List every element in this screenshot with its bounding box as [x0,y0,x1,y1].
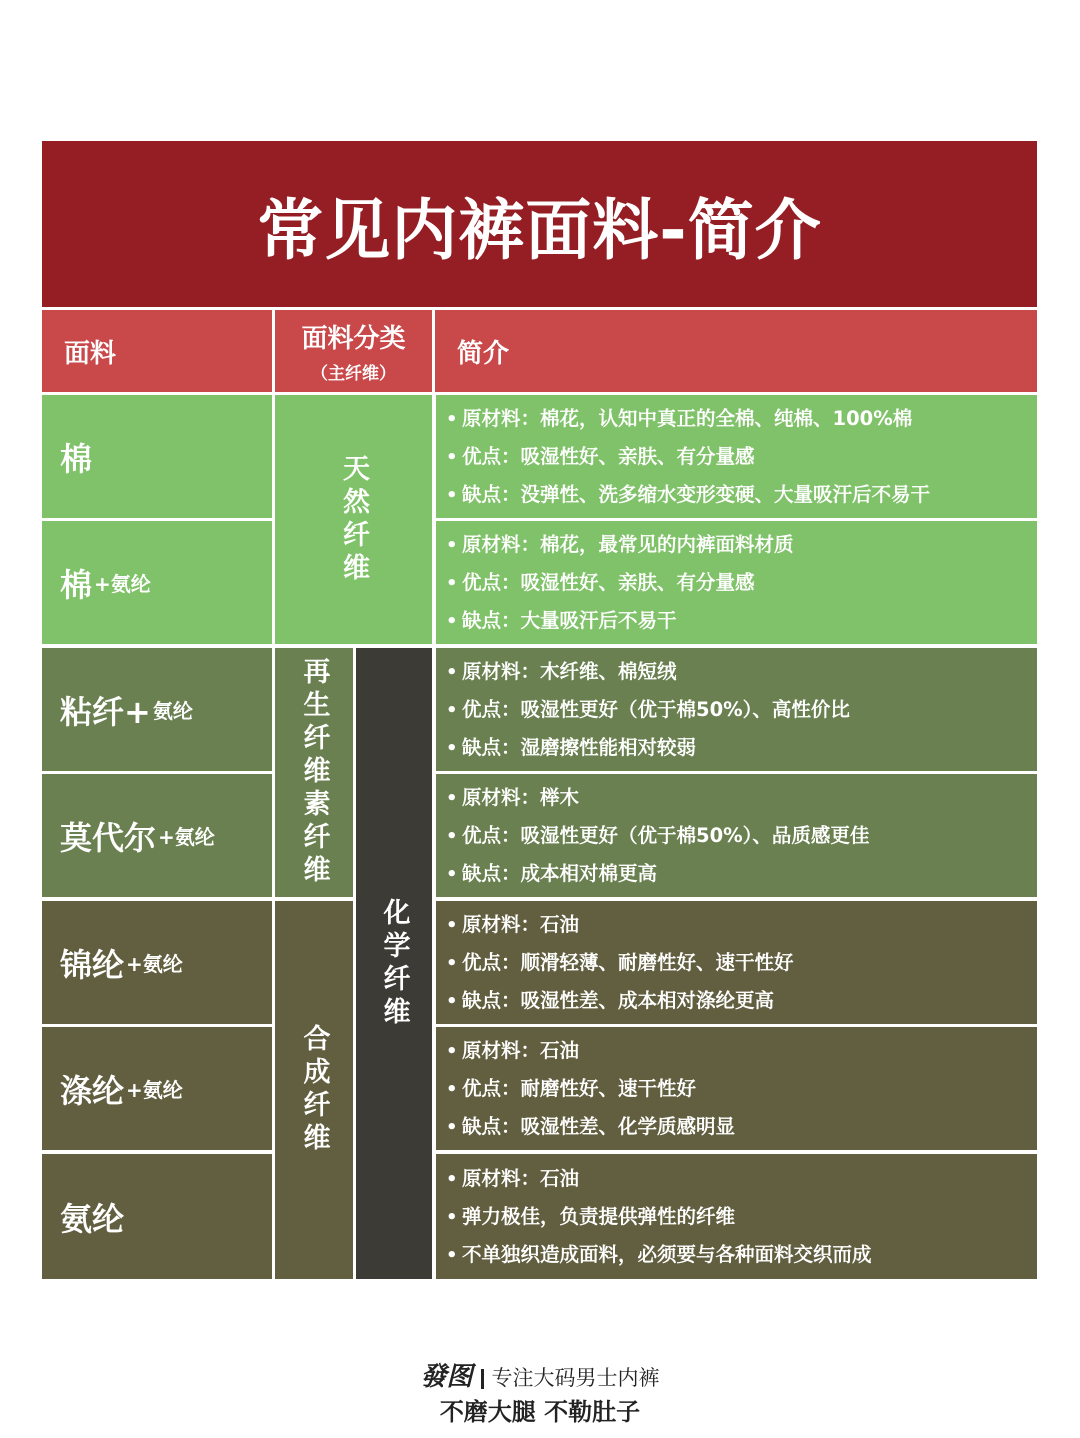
fabric-cell-nylon-spandex [42,901,272,1024]
intro-text: 原材料：木纤维、棉短绒 [462,659,677,683]
page-title: 常见内裤面料-简介 [257,191,822,269]
intro-text: 原材料：石油 [462,1038,580,1062]
intro-line [446,906,1037,944]
category-natural-label: 天然纤维 [338,453,369,586]
intro-text: 缺点：湿磨擦性能相对较弱 [462,735,697,759]
fabric-cell-spandex [42,1154,272,1279]
intro-cell-viscose-spandex [436,648,1037,771]
intro-text: 原材料：棉花，最常见的内裤面料材质 [462,532,794,556]
category-synthetic [275,901,353,1279]
intro-cell-spandex [436,1154,1037,1279]
intro-text: 优点：吸湿性好、亲肤、有分量感 [462,570,755,594]
intro-text: 原材料：石油 [462,912,580,936]
intro-line [446,438,1037,476]
fabric-name: 粘纤+ [60,692,151,731]
bullet-icon: • [446,1078,458,1100]
fabric-suffix: +氨纶 [158,825,215,849]
intro-text: 优点：吸湿性更好（优于棉50%）、品质感更佳 [462,823,870,847]
intro-line [446,564,1037,602]
bullet-icon: • [446,661,458,683]
category-natural [275,395,432,644]
fabric-suffix: +氨纶 [94,572,151,596]
bullet-icon: • [446,1168,458,1190]
footer-brand [0,1356,1080,1393]
intro-line [446,817,1037,855]
header-category-label: 面料分类 [301,324,406,354]
intro-text: 优点：吸湿性好、亲肤、有分量感 [462,444,755,468]
intro-text: 原材料：棉花，认知中真正的全棉、纯棉、100%棉 [462,406,913,430]
fabric-cell-polyester-spandex [42,1027,272,1150]
fabric-name: 棉 [60,439,93,478]
header-fabric-label: 面料 [64,338,117,369]
title-banner [42,141,1037,307]
intro-line [446,476,1037,514]
intro-text: 缺点：吸湿性差、化学质感明显 [462,1114,736,1138]
intro-line [446,653,1037,691]
intro-text: 缺点：大量吸汗后不易干 [462,608,677,632]
intro-line [446,729,1037,767]
intro-line [446,602,1037,640]
intro-line [446,1236,1037,1274]
bullet-icon: • [446,1206,458,1228]
bullet-icon: • [446,825,458,847]
fabric-name: 莫代尔 [60,818,157,857]
intro-line [446,779,1037,817]
footer-slogan: 不磨大腿 不勒肚子 [439,1398,641,1426]
fabric-suffix: +氨纶 [126,952,183,976]
intro-line [446,1198,1037,1236]
intro-text: 不单独织造成面料，必须要与各种面料交织而成 [462,1242,872,1266]
category-chemical [356,648,432,1279]
intro-text: 缺点：吸湿性差、成本相对涤纶更高 [462,988,775,1012]
header-intro [435,310,1037,392]
header-category-sublabel: （主纤维） [311,364,396,384]
bullet-icon: • [446,699,458,721]
bullet-icon: • [446,952,458,974]
bullet-icon: • [446,484,458,506]
category-regenerated-label: 再生纤维素纤维 [298,657,330,888]
intro-text: 优点：吸湿性更好（优于棉50%）、高性价比 [462,697,850,721]
fabric-suffix: 氨纶 [152,699,193,723]
intro-line [446,1070,1037,1108]
intro-text: 优点：耐磨性好、速干性好 [462,1076,697,1100]
header-fabric [42,310,272,392]
intro-cell-cotton-spandex [436,521,1037,644]
bullet-icon: • [446,1116,458,1138]
intro-line [446,1160,1037,1198]
bullet-icon: • [446,534,458,556]
intro-text: 缺点：成本相对棉更高 [462,861,658,885]
fabric-cell-modal-spandex [42,774,272,897]
bullet-icon: • [446,408,458,430]
bullet-icon: • [446,737,458,759]
intro-line [446,1032,1037,1070]
category-chemical-label: 化学纤维 [378,897,410,1030]
intro-line [446,526,1037,564]
intro-cell-cotton [436,395,1037,518]
bullet-icon: • [446,863,458,885]
fabric-cell-cotton-spandex [42,521,272,644]
brand-logo: 發图 [420,1362,473,1392]
bullet-icon: • [446,446,458,468]
header-category [275,310,432,392]
bullet-icon: • [446,787,458,809]
intro-line [446,855,1037,893]
intro-text: 原材料：榉木 [462,785,580,809]
intro-text: 原材料：石油 [462,1166,580,1190]
header-intro-label: 简介 [457,338,510,369]
intro-cell-nylon-spandex [436,901,1037,1024]
intro-text: 优点：顺滑轻薄、耐磨性好、速干性好 [462,950,794,974]
fabric-name: 棉 [60,565,93,604]
intro-line [446,944,1037,982]
intro-cell-polyester-spandex [436,1027,1037,1150]
intro-line [446,982,1037,1020]
category-synthetic-label: 合成纤维 [298,1024,330,1156]
intro-text: 弹力极佳，负责提供弹性的纤维 [462,1204,736,1228]
bullet-icon: • [446,914,458,936]
fabric-name: 涤纶 [60,1071,125,1110]
divider [481,1369,484,1389]
bullet-icon: • [446,1040,458,1062]
bullet-icon: • [446,572,458,594]
bullet-icon: • [446,1244,458,1266]
brand-tagline: 专注大码男士内裤 [491,1366,660,1390]
bullet-icon: • [446,610,458,632]
intro-cell-modal-spandex [436,774,1037,897]
fabric-cell-cotton [42,395,272,518]
category-regenerated [275,648,353,897]
fabric-name: 锦纶 [60,945,125,984]
fabric-name: 氨纶 [60,1199,125,1238]
bullet-icon: • [446,990,458,1012]
intro-line [446,400,1037,438]
fabric-suffix: +氨纶 [126,1078,183,1102]
intro-line [446,691,1037,729]
fabric-cell-viscose-spandex [42,648,272,771]
intro-line [446,1108,1037,1146]
intro-text: 缺点：没弹性、洗多缩水变形变硬、大量吸汗后不易干 [462,482,931,506]
